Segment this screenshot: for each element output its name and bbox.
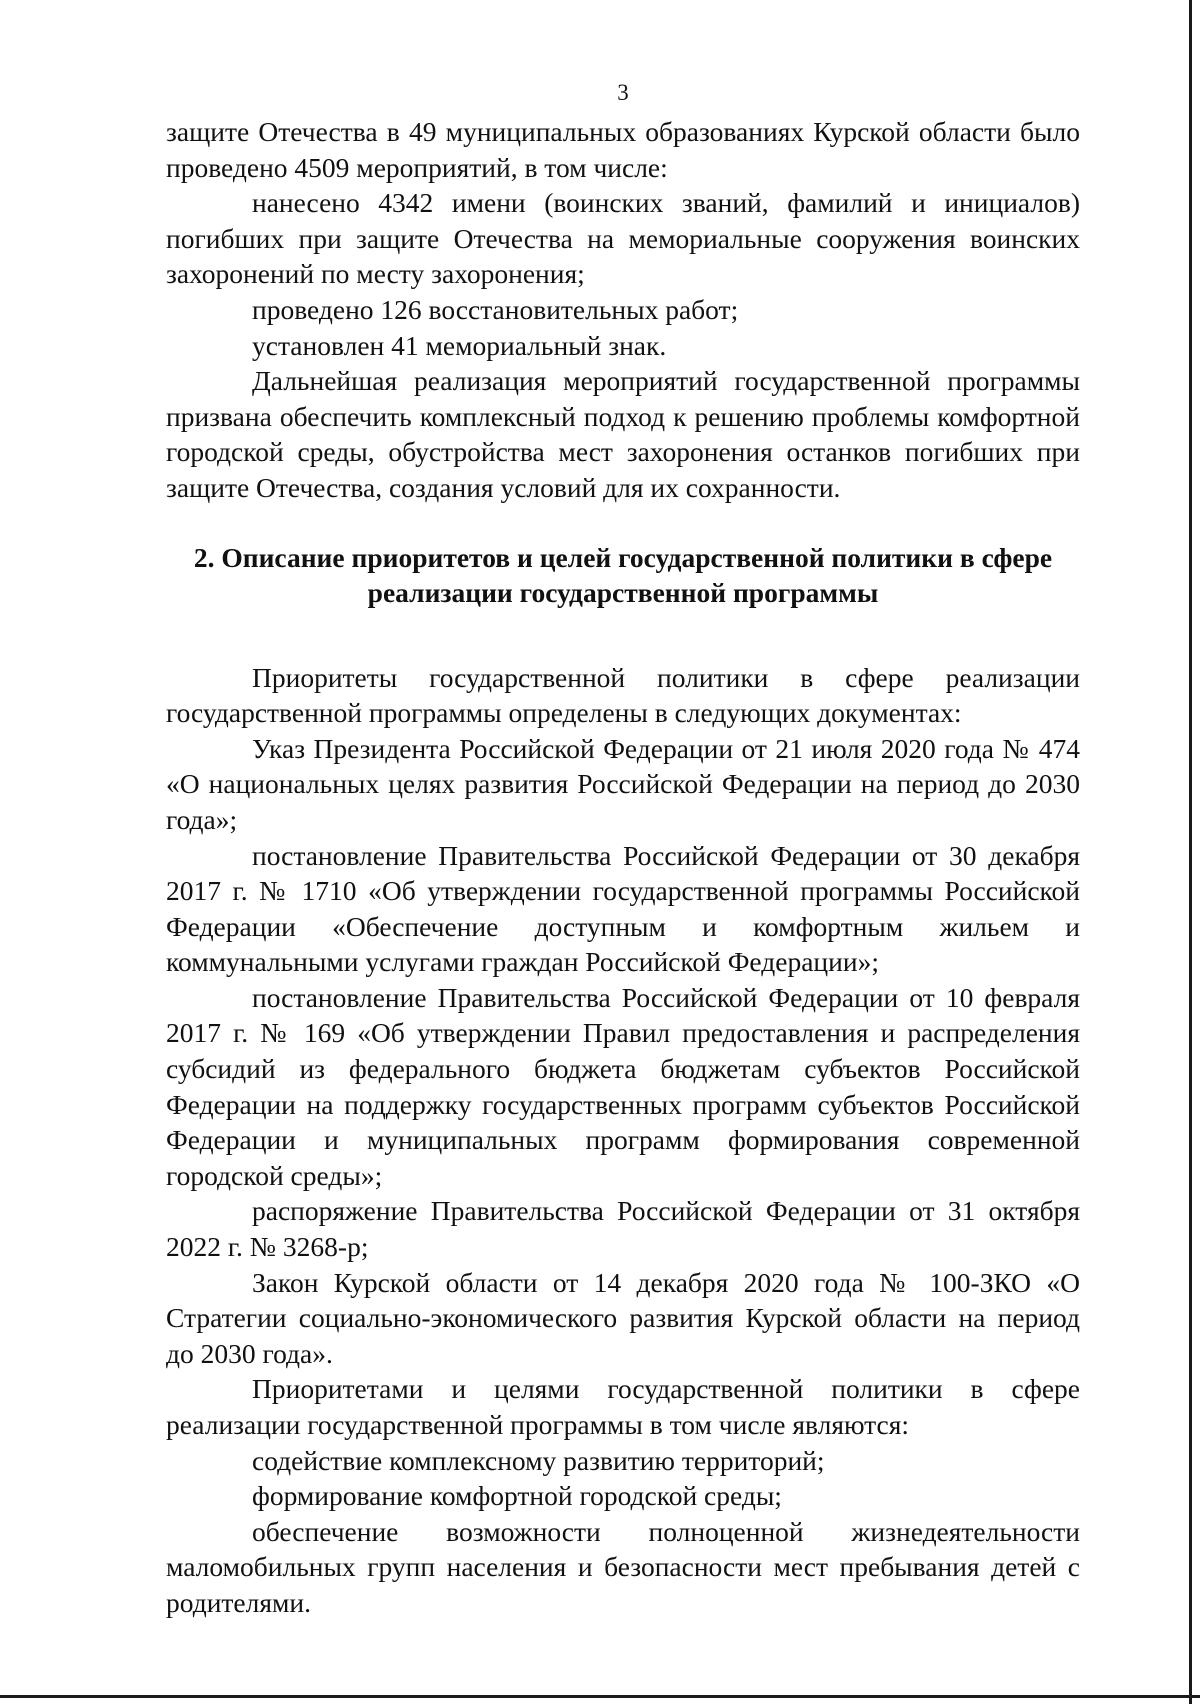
paragraph-resolution-169: постановление Правительства Российской Федерации от 10 февраля 2017 г. № 169 «Об утверждении Правил предоставления и распределения субсидий из федерального бюджета бюджетам субъектов Российской Федерации на поддержку государственных программ субъектов Российской Федерации и муниципальных программ формирования современной городской среды»; bbox=[166, 981, 1080, 1191]
paragraph-kursk-law: Закон Курской области от 14 декабря 2020 года № 100-ЗКО «О Стратегии социально-экономического развития Курской области на период до 2030 года». bbox=[166, 1266, 1080, 1369]
paragraph-territory-development: содействие комплексному развитию территорий; bbox=[252, 1444, 825, 1476]
section-heading: 2. Описание приоритетов и целей государственной политики в сфере реализации государственной программы bbox=[193, 541, 1053, 608]
paragraph-urban-environment: формирование комфортной городской среды; bbox=[252, 1480, 782, 1512]
paragraph-memorial-signs: установлен 41 мемориальный знак. bbox=[252, 329, 667, 361]
paragraph-further-implementation: Дальнейшая реализация мероприятий государственной программы призвана обеспечить комплексный подход к решению проблемы комфортной городской среды, обустройства мест захоронения останков погибших при защите Отечества, создания условий для их сохранности. bbox=[166, 365, 1080, 503]
document-page bbox=[166, 76, 1080, 1621]
paragraph-presidential-decree: Указ Президента Российской Федерации от 21 июля 2020 года № 474 «О национальных целях развития Российской Федерации на период до 2030 года»; bbox=[166, 732, 1080, 835]
paragraph-resolution-1710: постановление Правительства Российской Федерации от 30 декабря 2017 г. № 1710 «Об утверждении государственной программы Российской Федерации «Обеспечение доступным и комфортным жильем и коммунальными услугами граждан Российской Федерации»; bbox=[166, 839, 1080, 978]
paragraph-restoration-works: проведено 126 восстановительных работ; bbox=[252, 293, 739, 325]
page-number: 3 bbox=[617, 80, 629, 105]
paragraph-accessibility-safety: обеспечение возможности полноценной жизнедеятельности маломобильных групп населения и безопасности мест пребывания детей с родителями. bbox=[166, 1515, 1080, 1618]
paragraph-priorities-documents: Приоритеты государственной политики в сфере реализации государственной программы определены в следующих документах: bbox=[166, 661, 1080, 729]
paragraph-priorities-goals: Приоритетами и целями государственной политики в сфере реализации государственной программы в том числе являются: bbox=[166, 1373, 1080, 1440]
scan-border-right bbox=[1189, 0, 1192, 1704]
paragraph-intro-continuation: защите Отечества в 49 муниципальных образованиях Курской области было проведено 4509 мероприятий, в том числе: bbox=[166, 116, 1080, 183]
paragraph-order-3268: распоряжение Правительства Российской Федерации от 31 октября 2022 г. № 3268-р; bbox=[166, 1195, 1080, 1263]
paragraph-names-inscribed: нанесено 4342 имени (воинских званий, фамилий и инициалов) погибших при защите Отечества на мемориальные сооружения воинских захоронений по месту захоронения; bbox=[166, 187, 1080, 290]
scan-border-bottom bbox=[0, 1695, 1200, 1698]
